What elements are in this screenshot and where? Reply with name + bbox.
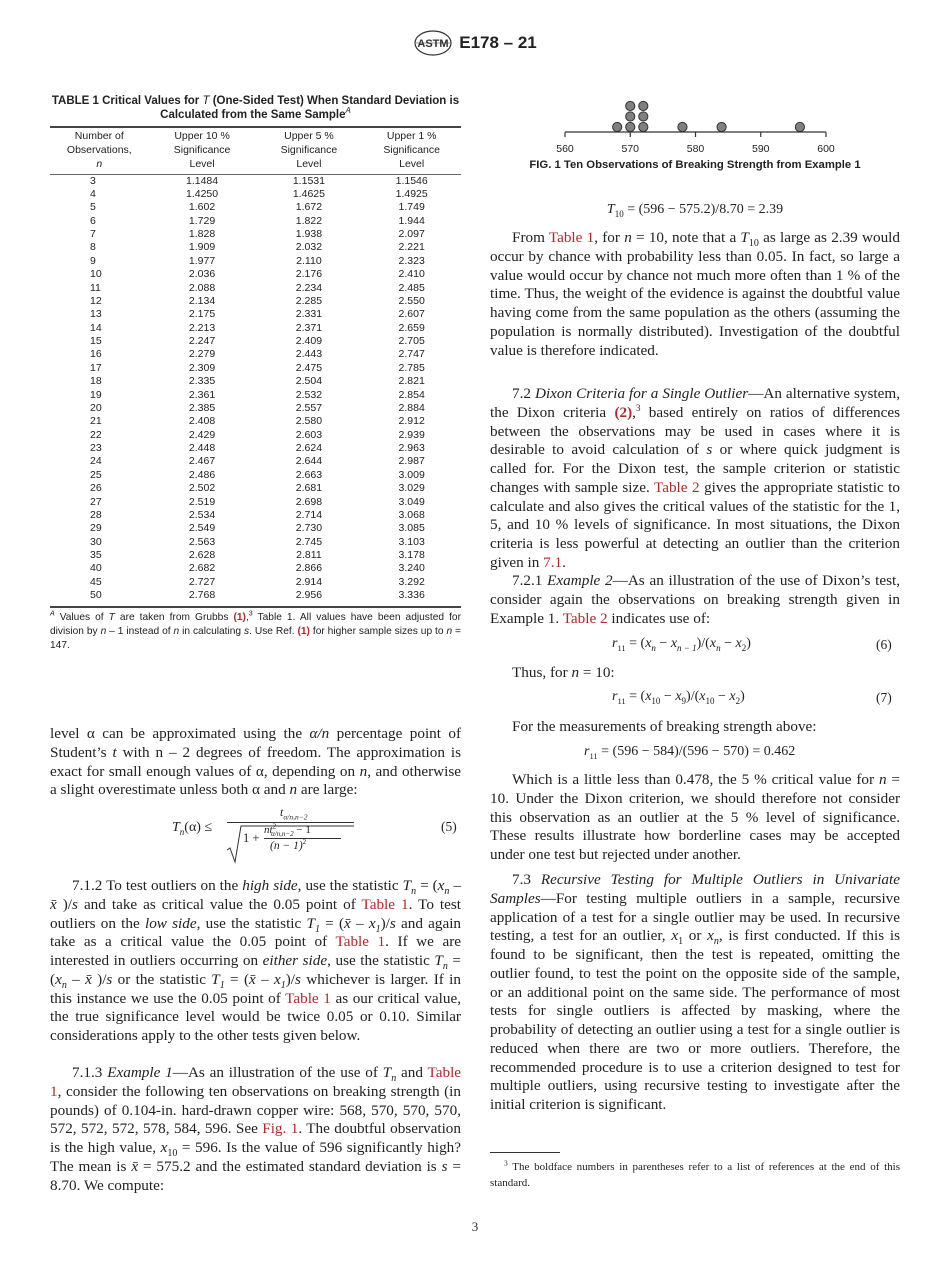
cell-value: 2.279 bbox=[188, 348, 216, 361]
cell-n: 23 bbox=[90, 442, 102, 455]
table-title: TABLE 1 Critical Values for T (One-Sided Test) When Standard Deviation is Calculated from the Same Sample$^A$ bbox=[51, 95, 460, 121]
cell-value: 2.410 bbox=[398, 268, 425, 281]
table-row bbox=[50, 228, 461, 241]
cell-value: 2.557 bbox=[295, 401, 323, 414]
cell-value: 2.884 bbox=[398, 401, 425, 414]
table-row bbox=[50, 175, 461, 188]
paragraph-which: Which is a little less than 0.478, the 5 % critical value for n = 10. Under the Dixon criterion, we should therefore not consider this observation as an outlier at the 5 % level of significance. These results illustrate how borderline cases may be accepted under one test but rejected under another. bbox=[490, 771, 900, 863]
col-header-1pct: Upper 1 % Significance Level bbox=[383, 130, 440, 171]
cell-value: 3.292 bbox=[398, 575, 425, 588]
col-header-10pct: Upper 10 % Significance Level bbox=[173, 130, 231, 171]
table-row bbox=[50, 415, 461, 428]
table-row bbox=[50, 335, 461, 348]
cell-value: 2.914 bbox=[295, 575, 323, 588]
cell-value: 2.745 bbox=[295, 535, 323, 548]
cell-n: 3 bbox=[90, 174, 96, 187]
cell-value: 1.944 bbox=[398, 214, 425, 227]
cell-value: 2.475 bbox=[295, 361, 323, 374]
cell-value: 2.247 bbox=[188, 335, 216, 348]
cell-value: 3.178 bbox=[398, 549, 425, 562]
cell-n: 24 bbox=[90, 455, 102, 468]
table-row bbox=[50, 348, 461, 361]
cell-value: 2.628 bbox=[188, 549, 216, 562]
cell-value: 3.240 bbox=[398, 562, 425, 575]
link-table-1[interactable]: Table 1 bbox=[548, 229, 595, 246]
cell-n: 35 bbox=[90, 549, 102, 562]
critical-values-table bbox=[50, 128, 461, 603]
cell-value: 2.663 bbox=[295, 468, 323, 481]
cell-n: 30 bbox=[90, 535, 102, 548]
table-row bbox=[50, 455, 461, 468]
cell-n: 21 bbox=[90, 415, 102, 428]
cell-value: 2.854 bbox=[398, 388, 425, 401]
section-7-2: 7.2 Dixon Criteria for a Single Outlier—An alternative system, the Dixon criteria (2),$^3$ based entirely on ratios of differences between the observations may be used in cases where it is desirable to avoid calculation of s or where quick judgment is called for. For the Dixon test, the sample criterion or statistic changes with sample size. Table 2 gives the appropriate statistic to calculate and also gives the critical values of the statistic for the 1, 5, and 10 % levels of significance. In most situations, the Dixon criteria is less powerful at detecting an outlier than the criterion given in 7.1. bbox=[490, 385, 901, 571]
link-table-1[interactable]: Table 1 bbox=[285, 989, 331, 1007]
for-measurements-line: For the measurements of breaking strength above: bbox=[512, 718, 817, 735]
cell-value: 2.221 bbox=[398, 241, 425, 254]
cell-value: 2.956 bbox=[295, 589, 323, 602]
cell-value: 2.624 bbox=[295, 442, 323, 455]
cell-value: 2.644 bbox=[295, 455, 323, 468]
cell-value: 2.448 bbox=[188, 442, 216, 455]
cell-value: 1.4250 bbox=[185, 187, 219, 200]
cell-value: 2.811 bbox=[296, 549, 322, 562]
cell-n: 19 bbox=[90, 388, 102, 401]
paragraph-alpha-approx: level α can be approximated using the α/n percentage point of Student’s t with n – 2 degrees of freedom. The approximation is exact for small enough values of α, depending on n, and otherwise a slight overestimate unless both α and n are large: bbox=[50, 725, 461, 799]
cell-n: 29 bbox=[90, 522, 102, 535]
cell-n: 4 bbox=[90, 187, 96, 200]
cell-n: 25 bbox=[90, 468, 102, 481]
cell-value: 2.088 bbox=[188, 281, 216, 294]
cell-value: 2.335 bbox=[188, 375, 216, 388]
cell-value: 2.768 bbox=[188, 589, 216, 602]
cell-n: 17 bbox=[90, 361, 102, 374]
cell-value: 2.519 bbox=[188, 495, 216, 508]
cell-value: 2.385 bbox=[188, 401, 216, 414]
table-row bbox=[50, 429, 461, 442]
x-tick-label: 570 bbox=[621, 143, 640, 155]
table-header-row bbox=[50, 128, 461, 174]
cell-n: 27 bbox=[90, 495, 102, 508]
link-table-1[interactable]: Table 1 bbox=[335, 933, 386, 951]
data-point bbox=[678, 122, 687, 131]
cell-value: 2.580 bbox=[295, 415, 323, 428]
cell-value: 2.866 bbox=[295, 562, 323, 575]
cell-value: 2.549 bbox=[188, 522, 216, 535]
table-row bbox=[50, 375, 461, 388]
cell-value: 1.729 bbox=[188, 214, 216, 227]
cell-value: 1.4925 bbox=[395, 187, 428, 200]
data-point bbox=[639, 101, 648, 110]
cell-value: 2.175 bbox=[188, 308, 216, 321]
cell-value: 2.912 bbox=[398, 415, 425, 428]
cell-value: 2.705 bbox=[398, 335, 425, 348]
cell-n: 5 bbox=[90, 201, 96, 214]
section-title: Dixon Criteria for a Single Outlier bbox=[534, 385, 749, 402]
cell-value: 2.443 bbox=[295, 348, 323, 361]
ref-link-1b[interactable]: (1) bbox=[297, 625, 310, 637]
table-row bbox=[50, 295, 461, 308]
cell-value: 1.938 bbox=[295, 228, 323, 241]
table-row bbox=[50, 469, 461, 482]
cell-value: 2.285 bbox=[295, 294, 323, 307]
data-point bbox=[626, 112, 635, 121]
cell-n: 11 bbox=[90, 281, 101, 294]
table-row bbox=[50, 576, 461, 589]
cell-value: 1.977 bbox=[188, 254, 216, 267]
footnote-divider bbox=[490, 1152, 560, 1153]
cell-n: 9 bbox=[90, 254, 96, 267]
cell-value: 2.134 bbox=[188, 294, 216, 307]
table-row bbox=[50, 362, 461, 375]
cell-value: 2.409 bbox=[295, 335, 323, 348]
cell-value: 3.336 bbox=[398, 589, 425, 602]
x-tick-label: 600 bbox=[817, 143, 835, 155]
table-row bbox=[50, 322, 461, 335]
document-id: E178 – 21 bbox=[459, 33, 537, 52]
data-point bbox=[626, 122, 635, 131]
table-row bbox=[50, 402, 461, 415]
cell-n: 14 bbox=[90, 321, 102, 334]
section-title: Recursive Testing for Multiple Outliers in Univariate Samples bbox=[490, 871, 900, 907]
cell-value: 2.714 bbox=[295, 508, 323, 521]
table-row bbox=[50, 562, 461, 575]
cell-n: 22 bbox=[90, 428, 102, 441]
data-point bbox=[613, 122, 622, 131]
data-point bbox=[717, 122, 726, 131]
cell-n: 50 bbox=[90, 589, 102, 602]
cell-value: 2.331 bbox=[295, 308, 323, 321]
equation-7: $r_{11} = (x_{10} - x_9)/(x_{10} - x_2)$ bbox=[612, 689, 745, 706]
cell-value: 1.749 bbox=[398, 201, 425, 214]
cell-n: 45 bbox=[90, 575, 102, 588]
figure-caption: FIG. 1 Ten Observations of Breaking Strength from Example 1 bbox=[529, 159, 861, 171]
data-point bbox=[639, 122, 648, 131]
cell-value: 2.550 bbox=[398, 294, 425, 307]
cell-value: 2.504 bbox=[295, 375, 323, 388]
cell-n: 12 bbox=[90, 294, 102, 307]
cell-value: 3.085 bbox=[398, 522, 425, 535]
data-point bbox=[626, 101, 635, 110]
cell-value: 2.234 bbox=[295, 281, 323, 294]
link-section-7-1[interactable]: 7.1 bbox=[543, 553, 563, 571]
x-tick-label: 590 bbox=[751, 143, 770, 155]
cell-value: 2.785 bbox=[398, 361, 425, 374]
cell-value: 2.681 bbox=[295, 482, 323, 495]
cell-value: 3.068 bbox=[398, 508, 425, 521]
cell-value: 2.563 bbox=[188, 535, 216, 548]
cell-value: 2.534 bbox=[188, 508, 216, 521]
cell-value: 2.032 bbox=[295, 241, 323, 254]
table-row bbox=[50, 482, 461, 495]
cell-value: 2.213 bbox=[188, 321, 216, 334]
cell-value: 1.909 bbox=[188, 241, 216, 254]
cell-value: 2.682 bbox=[188, 562, 216, 575]
section-7-3: 7.3 Recursive Testing for Multiple Outliers in Univariate Samples—For testing multiple outliers in a sample, recursive application of a test for a single outlier may be used. In recursive testing, a test for an outlier, $x_1$ or $x_n$, is first conducted. If this is found to be significant, then the test is repeated, omitting the outlier found, to test the point on the opposite side of the sample, or an additional point on the same side. The performance of most tests for single outliers is affected by masking, where the probability of detecting an outlier using a test for a single outlier is reduced when there are two or more outliers. Therefore, the recommended procedure is to use a criterion designed to test for multiple outliers, using recursive testing to investigate after the initial criterion is significant. bbox=[490, 871, 900, 1113]
data-point bbox=[795, 122, 804, 131]
col-header-5pct: Upper 5 % Significance Level bbox=[280, 130, 338, 171]
col-header-n: Number of Observations, n bbox=[66, 130, 132, 171]
svg-text:ASTM: ASTM bbox=[417, 38, 449, 50]
link-table-1[interactable]: Table 1 bbox=[361, 895, 409, 913]
table-row bbox=[50, 308, 461, 321]
table-row bbox=[50, 389, 461, 402]
cell-n: 13 bbox=[90, 308, 102, 321]
cell-n: 7 bbox=[90, 228, 96, 241]
cell-value: 1.602 bbox=[188, 201, 216, 214]
section-7-2-1: 7.2.1 Example 2—As an illustration of the use of Dixon’s test, consider again the observations on breaking strength given in Example 1. Table 2 indicates use of: bbox=[490, 572, 901, 627]
cell-value: 2.110 bbox=[296, 254, 322, 267]
equation-6-number: (6) bbox=[876, 637, 892, 652]
thus-line: Thus, for n = 10: bbox=[512, 664, 615, 681]
table-1 bbox=[50, 94, 461, 654]
cell-value: 2.323 bbox=[398, 254, 425, 267]
equation-r11-value: $r_{11} = (596 - 584)/(596 - 570) = 0.462$ bbox=[584, 744, 796, 761]
cell-value: 3.103 bbox=[398, 535, 425, 548]
equation-5: $T_n(\alpha)$ ≤ $t_{\alpha/n,n-2}$ 1 + $nt^2_{\alpha/n,n-2} - 1$ $(n - 1)^2$ bbox=[172, 805, 352, 865]
cell-value: 2.408 bbox=[188, 415, 216, 428]
page-number: 3 bbox=[471, 1219, 479, 1234]
section-7-1-2: 7.1.2 To test outliers on the high side, use the statistic $T_n = (x_n$ – x̄ )/s and take as critical value the 0.05 point of Table 1. To test outliers on the low side, use the statistic $T_1$ = (x̄ – $x_1)/s$ and again take as a critical value the 0.05 point of Table 1. If we are interested in outliers occurring on either side, use the statistic $T_n = (x_n$ – x̄ )/s or the statistic $T_1$ = (x̄ – $x_1)/s$ whichever is larger. If in this instance we use the 0.05 point of Table 1 as our critical value, the true significance level would be twice 0.05 or 0.10. Similar considerations apply to the other tests given below. bbox=[50, 877, 462, 1044]
cell-value: 2.603 bbox=[295, 428, 323, 441]
table-row bbox=[50, 255, 461, 268]
cell-value: 2.821 bbox=[398, 375, 425, 388]
cell-n: 20 bbox=[90, 401, 102, 414]
cell-value: 2.747 bbox=[398, 348, 425, 361]
page-header bbox=[0, 28, 950, 58]
cell-value: 2.532 bbox=[295, 388, 323, 401]
cell-n: 26 bbox=[90, 482, 102, 495]
section-7-1-3: 7.1.3 Example 1—As an illustration of the use of $T_n$ and Table 1, consider the following ten observations on breaking strength (in pounds) of 0.104-in. hard-drawn copper wire: 568, 570, 570, 570, 572, 572, 572, 578, 584, 596. See Fig. 1. The doubtful observation is the high value, $x_{10} = 596$. Is the value of 596 significantly high? The mean is x̄ = 575.2 and the estimated standard deviation is s = 8.70. We compute: bbox=[50, 1064, 462, 1194]
table-row bbox=[50, 589, 461, 602]
cell-n: 10 bbox=[90, 268, 102, 281]
table-row bbox=[50, 522, 461, 535]
link-table-2b[interactable]: Table 2 bbox=[562, 609, 608, 627]
cell-n: 40 bbox=[90, 562, 102, 575]
cell-value: 2.963 bbox=[398, 442, 425, 455]
cell-value: 2.467 bbox=[188, 455, 216, 468]
cell-n: 28 bbox=[90, 508, 102, 521]
cell-value: 2.486 bbox=[188, 468, 216, 481]
cell-value: 2.371 bbox=[295, 321, 323, 334]
cell-value: 2.502 bbox=[188, 482, 216, 495]
equation-7-number: (7) bbox=[876, 690, 892, 705]
cell-value: 2.659 bbox=[398, 321, 425, 334]
cell-value: 2.727 bbox=[188, 575, 216, 588]
table-row bbox=[50, 241, 461, 254]
cell-value: 2.097 bbox=[398, 228, 425, 241]
cell-value: 2.429 bbox=[188, 428, 216, 441]
cell-value: 1.672 bbox=[295, 201, 323, 214]
paragraph-from-table1: From Table 1, for n = 10, note that a $T_{10}$ as large as 2.39 would occur by chance with probability less than 0.05. In fact, so large a value would occur by chance not much more often than 1 % of the time. Thus, the weight of the evidence is against the doubtful value having come from the same population as the others (assuming the population is normally distributed). Investigation of the doubtful value is therefore indicated. bbox=[490, 229, 900, 359]
cell-value: 1.4625 bbox=[292, 187, 325, 200]
ref-link-1[interactable]: (1) bbox=[233, 611, 246, 623]
table-body bbox=[50, 175, 461, 603]
cell-value: 2.730 bbox=[295, 522, 323, 535]
link-fig-1[interactable]: Fig. 1 bbox=[262, 1120, 299, 1138]
table-row bbox=[50, 549, 461, 562]
table-row bbox=[50, 509, 461, 522]
table-footnote: $^A$ Values of T are taken from Grubbs (1),$^3$ Table 1. All values have been adjusted for division by n – 1 instead of n in calculating s. Use Ref. (1) for higher sample sizes up to n = 147. bbox=[50, 610, 462, 652]
cell-value: 2.361 bbox=[188, 388, 216, 401]
table-row bbox=[50, 201, 461, 214]
cell-n: 15 bbox=[90, 335, 102, 348]
table-row bbox=[50, 282, 461, 295]
cell-value: 2.987 bbox=[398, 455, 425, 468]
cell-value: 1.1546 bbox=[395, 174, 428, 187]
link-table-1[interactable]: Table 1 bbox=[50, 1064, 462, 1100]
cell-value: 3.029 bbox=[398, 482, 425, 495]
link-table-2[interactable]: Table 2 bbox=[654, 478, 700, 496]
cell-value: 2.309 bbox=[188, 361, 216, 374]
table-row bbox=[50, 268, 461, 281]
cell-value: 1.828 bbox=[188, 228, 216, 241]
table-row bbox=[50, 215, 461, 228]
table-row bbox=[50, 536, 461, 549]
cell-value: 2.176 bbox=[295, 268, 323, 281]
cell-value: 2.939 bbox=[398, 428, 425, 441]
cell-value: 3.009 bbox=[398, 468, 425, 481]
page-footnote: $^3$ The boldface numbers in parentheses refer to a list of references at the end of this standard. bbox=[490, 1158, 900, 1189]
cell-value: 1.1531 bbox=[292, 174, 325, 187]
x-tick-label: 580 bbox=[686, 143, 705, 155]
cell-value: 2.698 bbox=[295, 495, 323, 508]
cell-value: 1.1484 bbox=[185, 174, 219, 187]
astm-logo-icon bbox=[413, 30, 453, 56]
cell-n: 6 bbox=[90, 214, 96, 227]
cell-value: 1.822 bbox=[295, 214, 323, 227]
equation-5-number: (5) bbox=[441, 819, 457, 834]
cell-value: 2.036 bbox=[188, 268, 216, 281]
table-row bbox=[50, 188, 461, 201]
equation-t10: $T_{10} = (596 - 575.2)/8.70 = 2.39$ bbox=[606, 202, 784, 219]
cell-value: 2.485 bbox=[398, 281, 425, 294]
equation-6: $r_{11} = (x_n - x_{n - 1})/(x_n - x_2)$ bbox=[612, 636, 751, 653]
cell-value: 3.049 bbox=[398, 495, 425, 508]
table-bottom-rule bbox=[50, 606, 461, 608]
table-row bbox=[50, 496, 461, 509]
ref-link-2[interactable]: (2) bbox=[614, 403, 633, 421]
cell-n: 16 bbox=[90, 348, 102, 361]
table-row bbox=[50, 442, 461, 455]
cell-n: 8 bbox=[90, 241, 96, 254]
data-point bbox=[639, 112, 648, 121]
data-points bbox=[613, 101, 805, 131]
cell-n: 18 bbox=[90, 375, 102, 388]
x-axis bbox=[556, 132, 835, 155]
x-tick-label: 560 bbox=[556, 143, 574, 155]
cell-value: 2.607 bbox=[398, 308, 425, 321]
